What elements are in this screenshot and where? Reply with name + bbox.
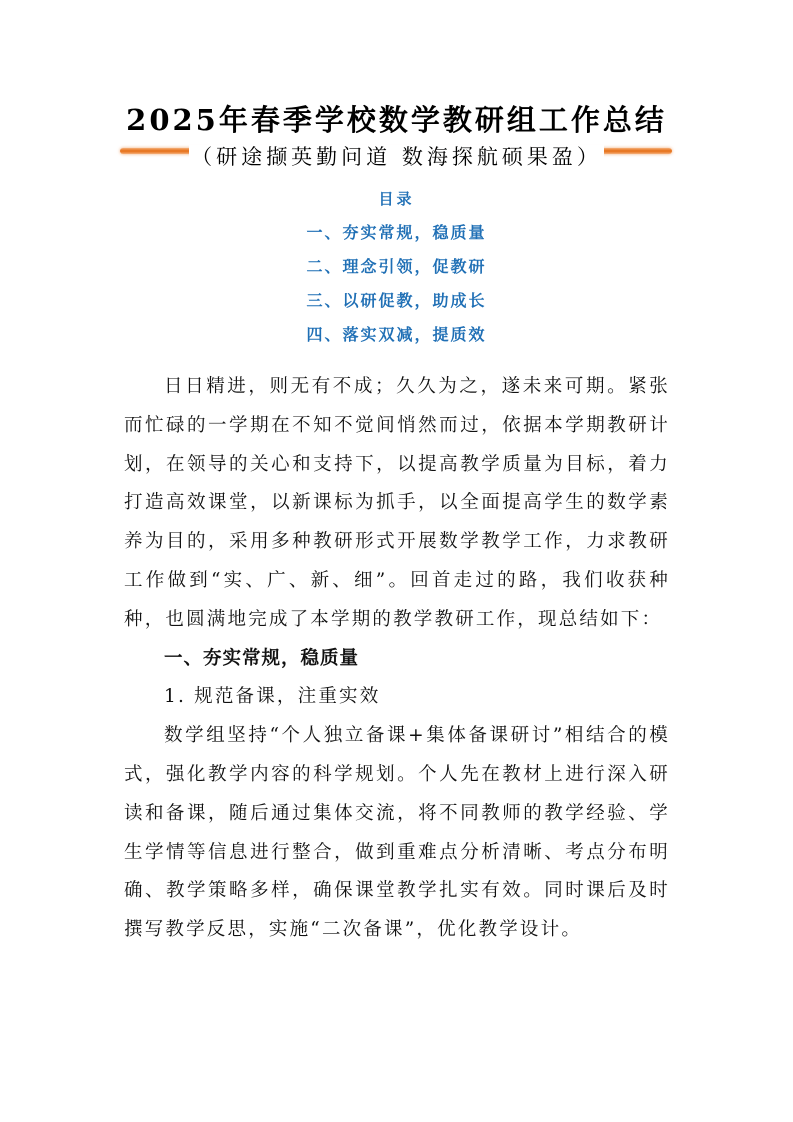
subtitle-text: （研途撷英勤问道 数海探航硕果盈） [191,145,602,169]
body-paragraph: 数学组坚持“个人独立备课+集体备课研讨”相结合的模式，强化教学内容的科学规划。个人先在教材上进行深入研读和备课，随后通过集体交流，将不同教师的教学经验、学生学情等信息进行整合，做到重难点分析清晰、考点分布明确、教学策略多样，确保课堂教学扎实有效。同时课后及时撰写教学反思，实施“二次备课”，优化教学设计。 [124,725,670,941]
document-title: 2025年春季学校数学教研组工作总结 [126,103,667,137]
toc-item[interactable]: 三、以研促教，助成长 [306,291,487,310]
toc-item[interactable]: 二、理念引领，促教研 [306,257,487,276]
intro-paragraph: 日日精进，则无有不成；久久为之，遂未来可期。紧张而忙碌的一学期在不知不觉间悄然而过，依据本学期教研计划，在领导的关心和支持下，以提高教学质量为目标，着力打造高效课堂，以新课标为抓手，以全面提高学生的数学素养为目的，采用多种教研形式开展数学教学工作，力求教研工作做到“实、广、新、细”。回首走过的路，我们收获种种，也圆满地完成了本学期的教学教研工作，现总结如下： [124,376,670,630]
toc-item[interactable]: 四、落实双减，提质效 [306,325,487,344]
document-subtitle [0,141,793,171]
toc-item[interactable]: 一、夯实常规，稳质量 [306,223,487,242]
toc-heading: 目录 [378,190,415,208]
subsection-heading: 1. 规范备课，注重实效 [164,686,381,708]
document-body [124,368,670,950]
section-heading: 一、夯实常规，稳质量 [164,647,360,669]
table-of-contents [0,188,793,358]
